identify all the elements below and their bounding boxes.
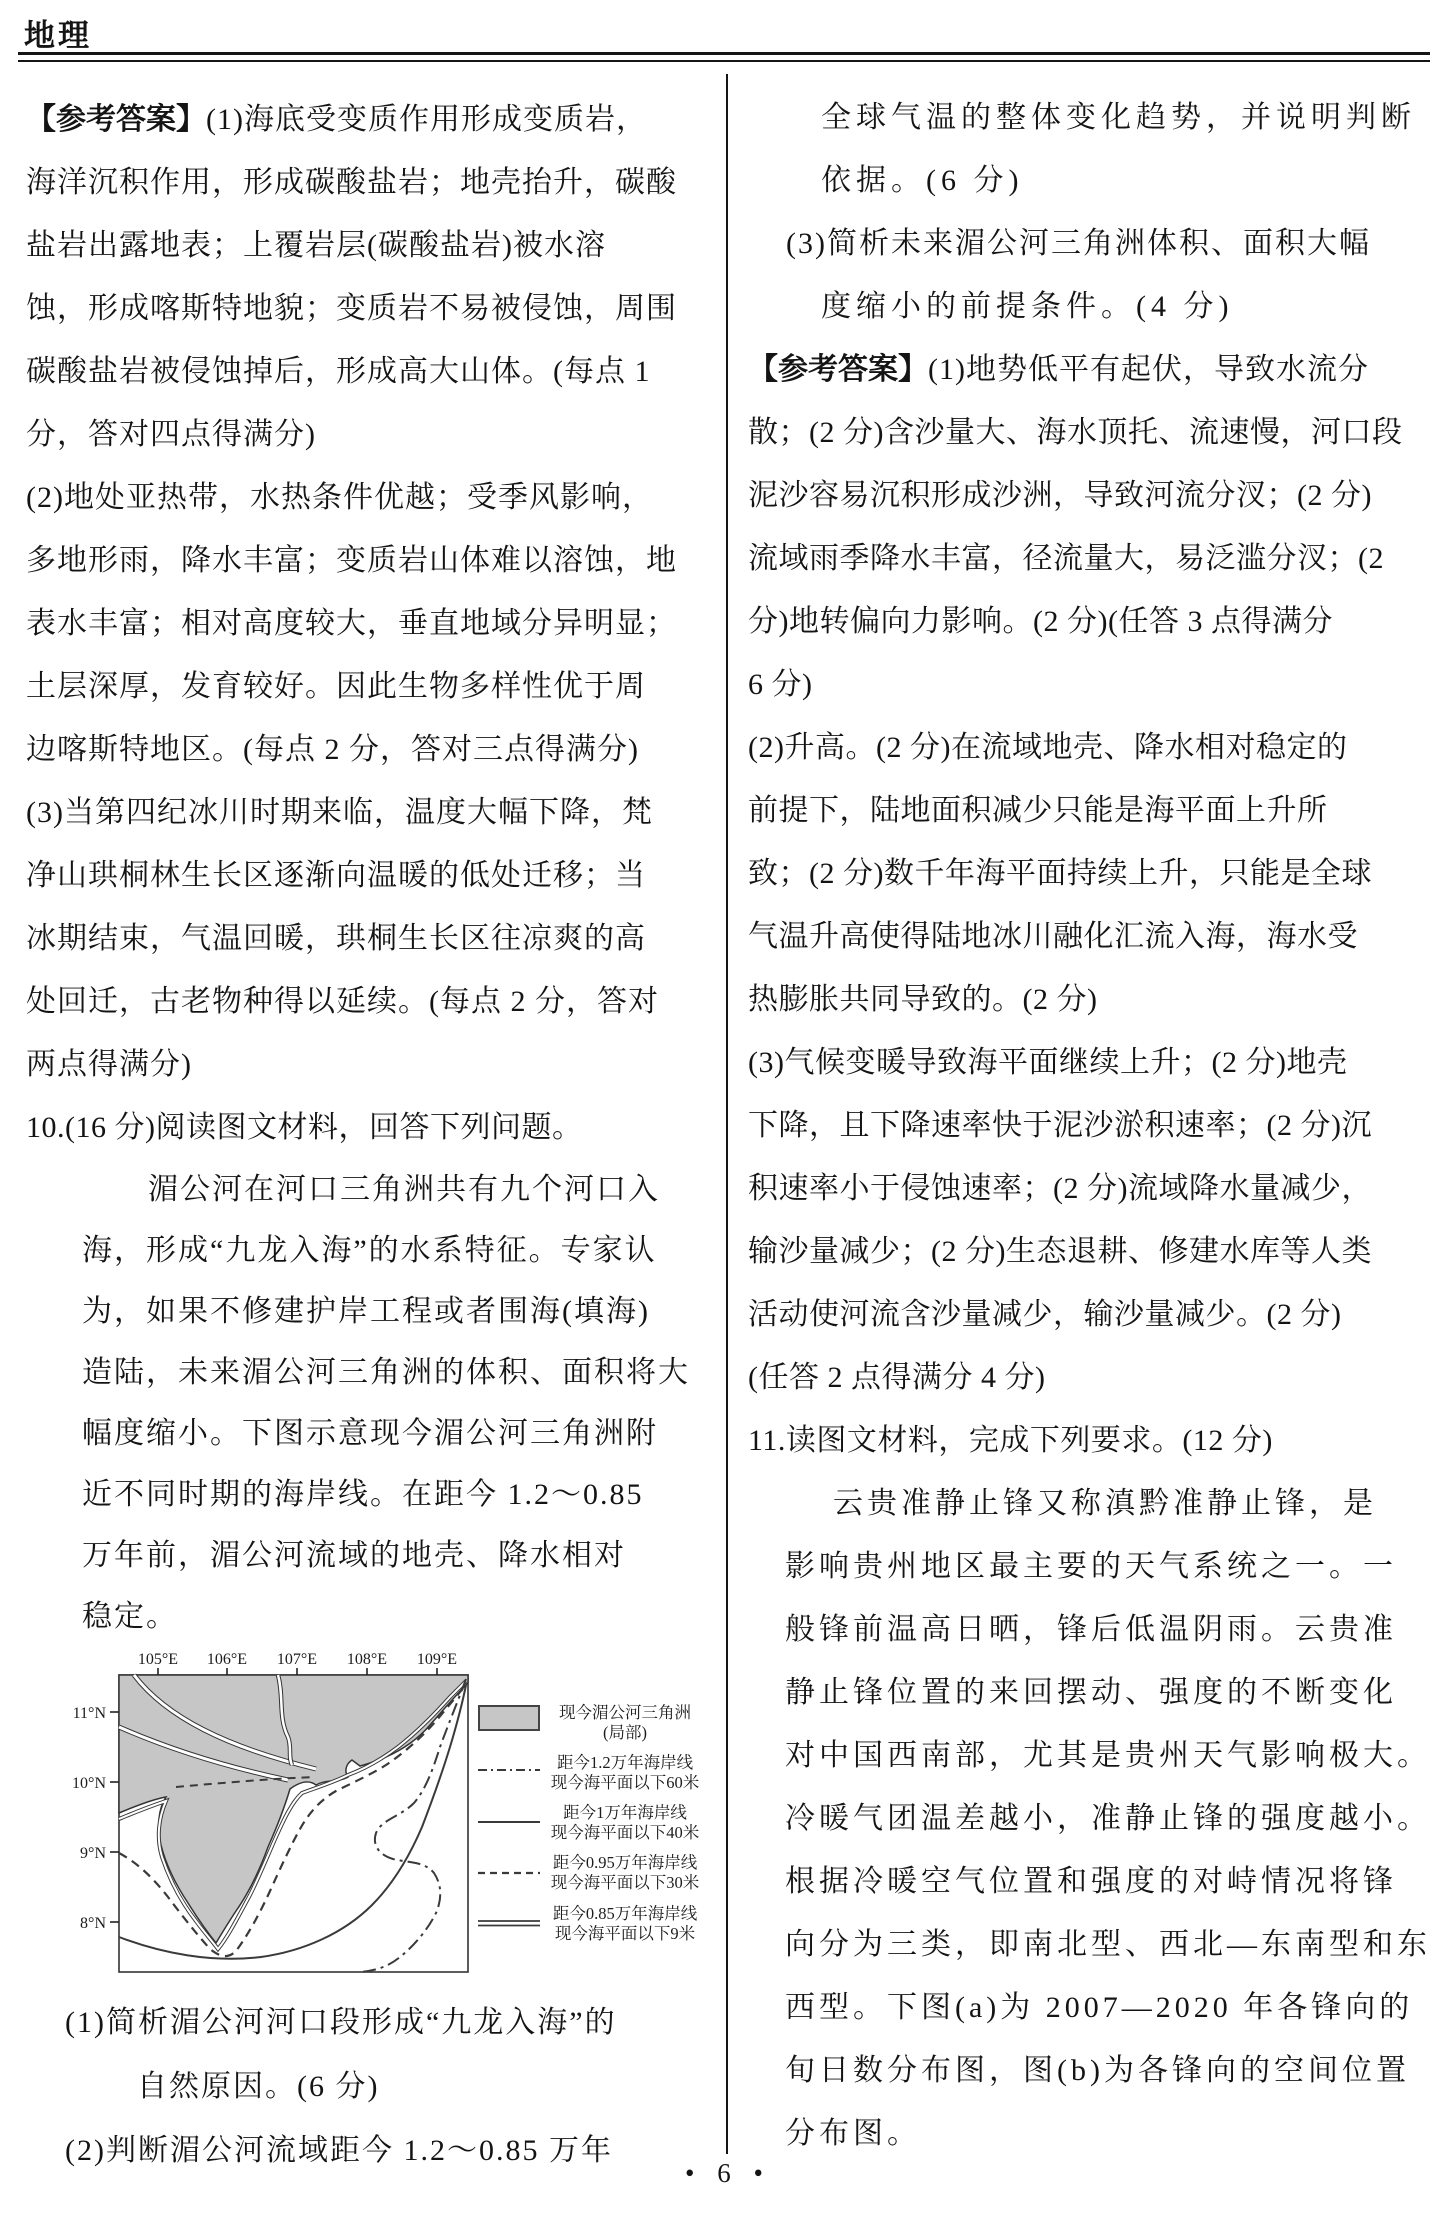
answer-line: 活动使河流含沙量减少，输沙量减少。(2 分): [748, 1298, 1342, 1331]
answer-line: (3)气候变暖导致海平面继续上升；(2 分)地壳: [748, 1046, 1348, 1079]
material-line: 为，如果不修建护岸工程或者围海(填海): [82, 1295, 650, 1328]
answer10-lines: [748, 401, 1430, 1409]
answer-line: 盐岩出露地表；上覆岩层(碳酸盐岩)被水溶: [26, 229, 606, 262]
question11-material: [748, 1472, 1430, 2165]
answer-line: 下降，且下降速率快于泥沙淤积速率；(2 分)沉: [748, 1109, 1372, 1142]
question-line: (2)判断湄公河流域距今 1.2～0.85 万年: [65, 2134, 613, 2167]
legend-text: 现今海平面以下30米: [550, 1873, 700, 1892]
question10-continued-lines: [748, 86, 1430, 338]
material-line: 影响贵州地区最主要的天气系统之一。一: [785, 1550, 1397, 1583]
header-double-rule: [18, 52, 1430, 62]
answer-line: 蚀，形成喀斯特地貌；变质岩不易被侵蚀，周围: [26, 292, 677, 325]
answer-line: 多地形雨，降水丰富；变质岩山体难以溶蚀，地: [26, 544, 677, 577]
material-line: 湄公河在河口三角洲共有九个河口入: [148, 1173, 660, 1206]
answer-line: 土层深厚，发育较好。因此生物多样性优于周: [26, 670, 646, 703]
answer-line: 边喀斯特地区。(每点 2 分，答对三点得满分): [26, 733, 639, 766]
answer-line: 流域雨季降水丰富，径流量大，易泛滥分汊；(2: [748, 542, 1384, 575]
question-line: 度缩小的前提条件。(4 分): [821, 290, 1234, 323]
material-line: 冷暖气团温差越小，准静止锋的强度越小。: [785, 1802, 1431, 1835]
question10-subquestions: [26, 1991, 708, 2183]
answer-line: [748, 338, 1430, 401]
material-line: 对中国西南部，尤其是贵州天气影响极大。: [785, 1739, 1431, 1772]
answer-line: 分，答对四点得满分): [26, 418, 316, 451]
legend-text: 距今1万年海岸线: [563, 1803, 687, 1822]
legend-text: 距今0.95万年海岸线: [552, 1853, 698, 1872]
answer-line: 输沙量减少；(2 分)生态退耕、修建水库等人类: [748, 1235, 1372, 1268]
answer-line: (3)当第四纪冰川时期来临，温度大幅下降，梵: [26, 796, 653, 829]
answer-line: [26, 88, 708, 151]
question-line: 依据。(6 分): [821, 164, 1024, 197]
answer-line: 6 分): [748, 668, 813, 701]
answer-line: 分)地转偏向力影响。(2 分)(任答 3 点得满分: [748, 605, 1333, 638]
answer-line: 海洋沉积作用，形成碳酸盐岩；地壳抬升，碳酸: [26, 166, 677, 199]
answer-line: 两点得满分): [26, 1048, 192, 1081]
material-line: 静止锋位置的来回摆动、强度的不断变化: [785, 1676, 1397, 1709]
answer-line: 碳酸盐岩被侵蚀掉后，形成高大山体。(每点 1: [26, 355, 651, 388]
reference-answer-label: 【参考答案】: [26, 103, 206, 136]
question10-heading: 10.(16 分)阅读图文材料，回答下列问题。: [26, 1111, 583, 1144]
material-line: 造陆，未来湄公河三角洲的体积、面积将大: [82, 1356, 690, 1389]
legend-text: 现今海平面以下9米: [554, 1924, 696, 1943]
legend-text: 距今1.2万年海岸线: [556, 1753, 694, 1772]
y-tick-label: 8°N: [80, 1915, 106, 1932]
answer-text: (1)海底受变质作用形成变质岩，: [206, 103, 647, 136]
material-line: 万年前，湄公河流域的地壳、降水相对: [82, 1539, 626, 1572]
legend-entry-label: [542, 1753, 708, 1793]
answer-line: 处回迁，古老物种得以延续。(每点 2 分，答对: [26, 985, 659, 1018]
left-column: [26, 88, 708, 2183]
right-column: [748, 86, 1430, 2165]
answer-line: (2)升高。(2 分)在流域地壳、降水相对稳定的: [748, 731, 1348, 764]
answer-text: (1)地势低平有起伏，导致水流分: [928, 353, 1369, 386]
material-line: 云贵准静止锋又称滇黔准静止锋，是: [833, 1487, 1377, 1520]
answer-line: 致；(2 分)数千年海平面持续上升，只能是全球: [748, 857, 1372, 890]
legend-entry-label: [542, 1803, 708, 1843]
legend-text: 距今0.85万年海岸线: [552, 1904, 698, 1923]
answer-line: (2)地处亚热带，水热条件优越；受季风影响，: [26, 481, 653, 514]
question-line: (3)简析未来湄公河三角洲体积、面积大幅: [786, 227, 1371, 260]
question-line: 全球气温的整体变化趋势，并说明判断: [821, 101, 1416, 134]
legend-area-swatch: [478, 1705, 540, 1731]
material-line: 般锋前温高日晒，锋后低温阴雨。云贵准: [785, 1613, 1397, 1646]
x-tick-label: 105°E: [137, 1651, 179, 1668]
legend-solid-swatch: [478, 1814, 540, 1832]
material-line: 西型。下图(a)为 2007—2020 年各锋向的: [785, 1991, 1414, 2024]
page-number: • 6 •: [685, 2158, 763, 2188]
material-line: 海，形成“九龙入海”的水系特征。专家认: [82, 1234, 657, 1267]
answer-line: 热膨胀共同导致的。(2 分): [748, 983, 1098, 1016]
question11-heading: 11.读图文材料，完成下列要求。(12 分): [748, 1424, 1273, 1457]
answer-line: 表水丰富；相对高度较大，垂直地域分异明显；: [26, 607, 677, 640]
reference-answer-label: 【参考答案】: [748, 353, 928, 386]
material-line: 近不同时期的海岸线。在距今 1.2～0.85: [82, 1478, 644, 1511]
material-line: 向分为三类，即南北型、西北—东南型和东: [785, 1928, 1431, 1961]
mekong-delta-map: [26, 1647, 476, 1991]
answer-line: 冰期结束，气温回暖，珙桐生长区往凉爽的高: [26, 922, 646, 955]
legend-dashed-swatch: [478, 1865, 540, 1883]
material-line: 分布图。: [785, 2117, 921, 2150]
answer-line: (任答 2 点得满分 4 分): [748, 1361, 1046, 1394]
answer-line: 泥沙容易沉积形成沙洲，导致河流分汊；(2 分): [748, 479, 1372, 512]
answer-line: 净山珙桐林生长区逐渐向温暖的低处迁移；当: [26, 859, 646, 892]
legend-text: 现今海平面以下40米: [550, 1823, 700, 1842]
page-header-subject: 地理: [24, 18, 92, 53]
y-tick-label: 9°N: [80, 1845, 106, 1862]
mekong-delta-figure: [26, 1647, 708, 1991]
legend-text: 现今湄公河三角洲: [559, 1703, 691, 1722]
y-tick-label: 11°N: [72, 1705, 106, 1722]
material-line: 稳定。: [82, 1600, 178, 1633]
material-line: 旬日数分布图，图(b)为各锋向的空间位置: [785, 2054, 1410, 2087]
answer-line: 积速率小于侵蚀速率；(2 分)流域降水量减少，: [748, 1172, 1372, 1205]
x-tick-label: 106°E: [206, 1651, 248, 1668]
material-line: 根据冷暖空气位置和强度的对峙情况将锋: [785, 1865, 1397, 1898]
answer-line: 前提下，陆地面积减少只能是海平面上升所: [748, 794, 1328, 827]
y-tick-label: 10°N: [72, 1775, 106, 1792]
x-tick-label: 108°E: [346, 1651, 388, 1668]
legend-text: 现今海平面以下60米: [550, 1773, 700, 1792]
question-line: (1)简析湄公河河口段形成“九龙入海”的: [65, 2006, 617, 2039]
x-tick-label: 107°E: [276, 1651, 318, 1668]
legend-entry-label: [542, 1853, 708, 1893]
legend-text: (局部): [603, 1723, 647, 1742]
legend-dash-dot-swatch: [478, 1762, 540, 1780]
question-line: 自然原因。(6 分): [137, 2070, 380, 2103]
x-tick-label: 109°E: [416, 1651, 458, 1668]
material-line: 幅度缩小。下图示意现今湄公河三角洲附: [82, 1417, 658, 1450]
answer-line: 散；(2 分)含沙量大、海水顶托、流速慢，河口段: [748, 416, 1403, 449]
legend-entry-label: [542, 1904, 708, 1944]
answer-line: 气温升高使得陆地冰川融化汇流入海，海水受: [748, 920, 1358, 953]
column-divider: [726, 74, 728, 2154]
answer9-lines: [26, 151, 708, 1096]
legend-entry-label: [542, 1703, 708, 1743]
legend-double-line-swatch: [478, 1915, 540, 1933]
question10-material: [26, 1159, 708, 1647]
